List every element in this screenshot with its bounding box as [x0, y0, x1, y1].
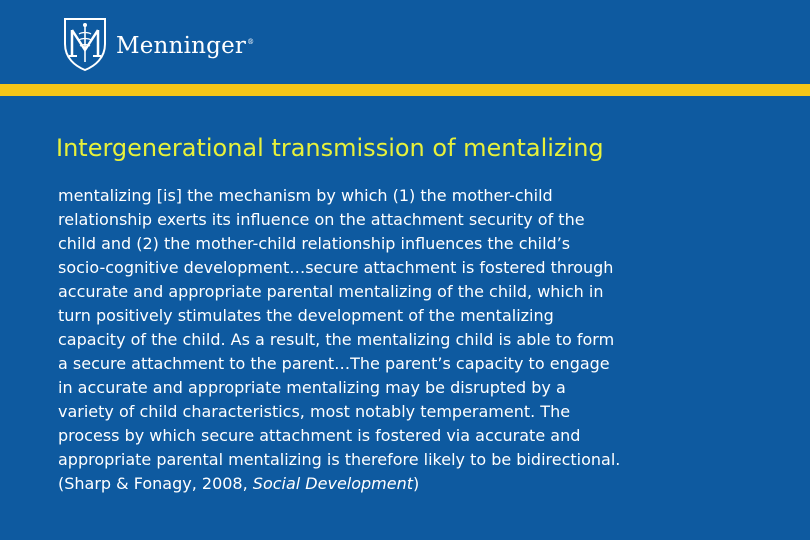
citation-prefix: (Sharp & Fonagy, 2008,: [58, 474, 253, 493]
body-line: mentalizing [is] the mechanism by which (1) the mother-child: [58, 186, 553, 205]
slide-title: Intergenerational transmission of mentalizing: [56, 134, 604, 162]
registered-mark: ®: [247, 38, 255, 47]
body-line: capacity of the child. As a result, the mentalizing child is able to form: [58, 330, 615, 349]
menninger-logo: [62, 14, 254, 74]
citation-journal: Social Development: [252, 474, 414, 493]
body-line: in accurate and appropriate mentalizing may be disrupted by a: [58, 378, 566, 397]
body-line: a secure attachment to the parent…The parent’s capacity to engage: [58, 354, 610, 373]
body-line: child and (2) the mother-child relationship influences the child’s: [58, 234, 571, 253]
body-line: socio-cognitive development…secure attachment is fostered through: [58, 258, 614, 277]
citation-line: [58, 472, 778, 496]
body-line: process by which secure attachment is fostered via accurate and: [58, 426, 581, 445]
body-line: accurate and appropriate parental mentalizing of the child, which in: [58, 282, 604, 301]
body-line: relationship exerts its influence on the attachment security of the: [58, 210, 585, 229]
slide-body: [58, 184, 778, 496]
body-line: appropriate parental mentalizing is therefore likely to be bidirectional.: [58, 450, 621, 469]
body-line: turn positively stimulates the development of the mentalizing: [58, 306, 554, 325]
brand-name-text: Menninger: [116, 33, 247, 59]
header-bar: [0, 0, 810, 84]
citation-suffix: ): [413, 474, 420, 493]
brand-name: [116, 33, 254, 59]
accent-band: [0, 84, 810, 96]
body-line: variety of child characteristics, most notably temperament. The: [58, 402, 571, 421]
shield-icon: [62, 16, 108, 72]
